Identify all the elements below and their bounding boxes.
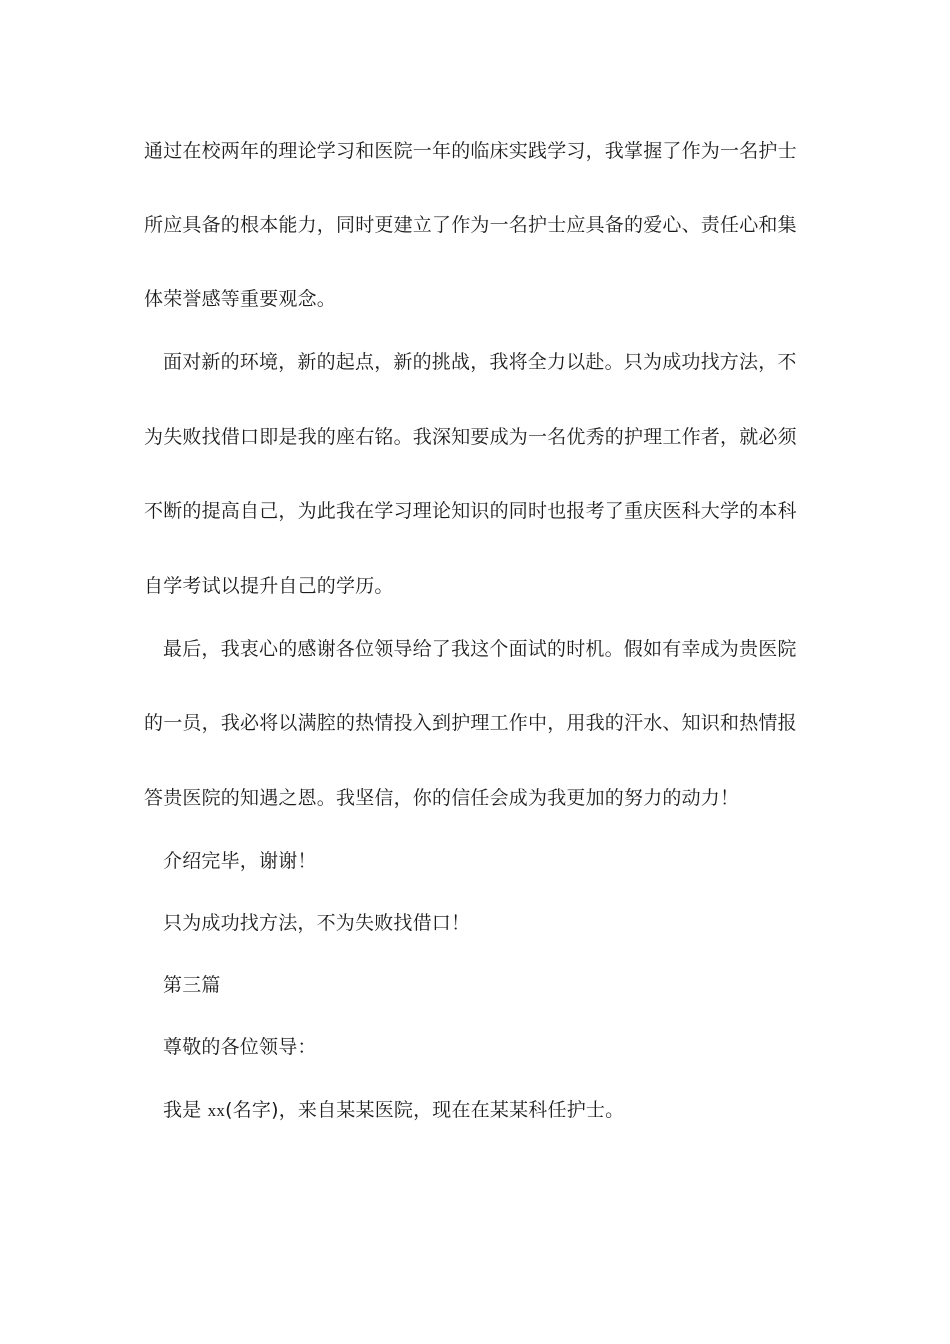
paragraph-2-line-1: 面对新的环境，新的起点，新的挑战，我将全力以赴。只为成功找方法，不 (163, 351, 797, 373)
intro-line (163, 1098, 823, 1123)
paragraph-1-line-1: 通过在校两年的理论学习和医院一年的临床实践学习，我掌握了作为一名护士 (144, 140, 797, 162)
paragraph-2-line-2: 为失败找借口即是我的座右铭。我深知要成为一名优秀的护理工作者，就必须 (144, 426, 797, 448)
salutation-line: 尊敬的各位领导： (163, 1036, 317, 1058)
closing-line: 介绍完毕，谢谢！ (163, 850, 317, 872)
paragraph-1-line-2: 所应具备的根本能力，同时更建立了作为一名护士应具备的爱心、责任心和集 (144, 214, 797, 236)
intro-suffix: (名字)，来自某某医院，现在在某某科任护士。 (225, 1099, 625, 1121)
paragraph-2-line-4: 自学考试以提升自己的学历。 (144, 575, 394, 597)
paragraph-3-line-3: 答贵医院的知遇之恩。我坚信，你的信任会成为我更加的努力的动力！ (144, 787, 740, 809)
motto-line: 只为成功找方法，不为失败找借口！ (163, 912, 471, 934)
paragraph-3-line-2: 的一员，我必将以满腔的热情投入到护理工作中，用我的汗水、知识和热情报 (144, 712, 797, 734)
paragraph-1-line-3: 体荣誉感等重要观念。 (144, 288, 337, 310)
name-placeholder: xx (207, 1101, 226, 1120)
section-title: 第三篇 (163, 974, 221, 996)
paragraph-2-line-3: 不断的提高自己，为此我在学习理论知识的同时也报考了重庆医科大学的本科 (144, 500, 797, 522)
paragraph-3-line-1: 最后，我衷心的感谢各位领导给了我这个面试的时机。假如有幸成为贵医院 (163, 638, 797, 660)
intro-prefix: 我是 (163, 1099, 202, 1121)
